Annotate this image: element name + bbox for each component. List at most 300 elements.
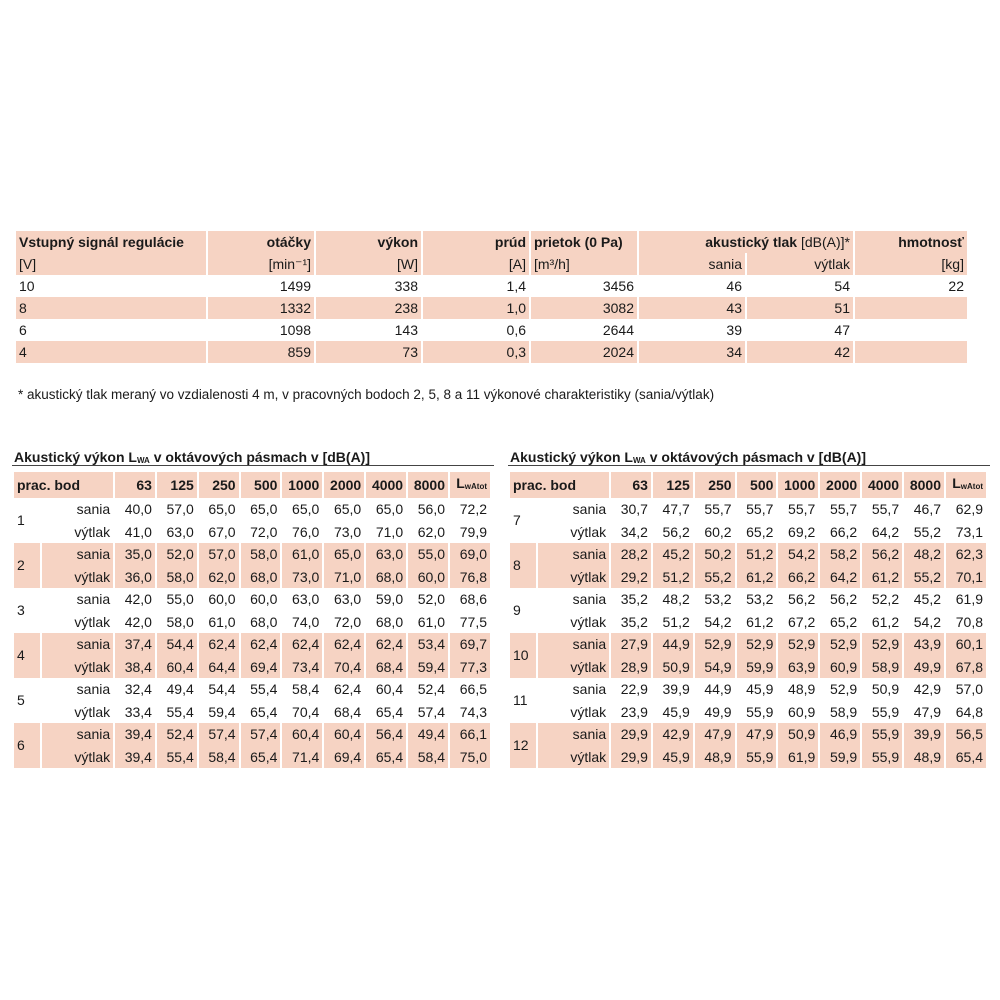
value-cell: 69,2 [788,524,816,540]
value-cell: 43,9 [904,633,944,656]
value-cell: 77,3 [450,656,490,678]
main-row-8v [16,297,967,319]
value-cell: 38,4 [115,656,155,678]
value-cell: 70,1 [946,566,986,588]
value-cell: 62,9 [955,501,983,517]
header-total: LwAtot [946,472,986,498]
value-cell: 66,1 [450,723,490,746]
value-cell: 57,0 [199,543,239,566]
value-cell: 60,4 [375,681,404,697]
row-label-vytlak: výtlak [538,566,609,588]
value-cell: 68,0 [375,614,404,630]
header-prac-bod: prac. bod [510,472,609,498]
value-cell: 50,9 [871,681,900,697]
value-cell: 63,9 [778,656,818,678]
main-row-6v [16,319,967,341]
value-cell: 55,2 [913,524,942,540]
cell-current: 1,4 [506,278,526,294]
value-cell: 68,4 [366,656,406,678]
value-cell: 68,6 [459,591,487,607]
octave-row-vytlak [14,701,490,723]
value-cell: 54,4 [157,633,197,656]
cell-flow: 3082 [531,297,637,319]
header-mass: hmotnosť [855,231,967,253]
octave-row-vytlak [510,701,986,723]
point-number: 3 [17,602,25,618]
row-label-vytlak: výtlak [538,746,609,768]
octave-row-sania [14,588,490,611]
main-row-4v [16,341,967,363]
header-band: 2000 [324,472,364,498]
value-cell: 41,0 [124,524,152,540]
value-cell: 52,9 [829,681,858,697]
value-cell: 64,2 [871,524,900,540]
cell-flow: 2024 [531,341,637,363]
value-cell: 62,3 [946,543,986,566]
value-cell: 22,9 [620,681,648,697]
cell-signal: 4 [16,341,206,363]
cell-flow: 3456 [602,278,634,294]
value-cell: 63,0 [166,524,194,540]
header-noise-unit: [dB(A)]* [800,234,850,250]
cell-flow: 2644 [602,322,634,338]
point-number: 9 [513,602,521,618]
value-cell: 55,9 [737,746,777,768]
cell-power: 238 [316,297,421,319]
value-cell: 57,0 [166,501,194,517]
value-cell: 57,4 [199,723,239,746]
value-cell: 52,2 [871,591,900,607]
value-cell: 56,2 [829,591,858,607]
unit-current: [A] [423,253,529,275]
value-cell: 73,0 [333,524,362,540]
value-cell: 50,9 [778,723,818,746]
header-total: LwAtot [450,472,490,498]
value-cell: 58,9 [862,656,902,678]
value-cell: 73,1 [955,524,983,540]
main-header-row [16,231,967,253]
value-cell: 65,0 [375,501,404,517]
value-cell: 55,7 [746,501,774,517]
value-cell: 49,9 [904,656,944,678]
value-cell: 59,0 [375,591,404,607]
main-units-row [16,253,967,275]
value-cell: 29,9 [611,723,651,746]
value-cell: 23,9 [620,704,648,720]
point-number: 7 [513,512,521,528]
value-cell: 62,4 [366,633,406,656]
value-cell: 55,7 [871,501,900,517]
value-cell: 54,2 [704,614,732,630]
cell-current: 0,3 [423,341,529,363]
value-cell: 69,4 [324,746,364,768]
value-cell: 57,4 [417,704,446,720]
header-band: 500 [241,472,281,498]
value-cell: 61,9 [778,746,818,768]
header-band: 2000 [820,472,860,498]
value-cell: 55,9 [862,746,902,768]
value-cell: 58,0 [241,543,281,566]
value-cell: 49,4 [408,723,448,746]
value-cell: 50,2 [695,543,735,566]
value-cell: 76,0 [292,524,320,540]
octave-table [508,472,988,768]
row-label-sania: sania [538,633,609,656]
header-power: výkon [316,231,421,253]
row-label-vytlak: výtlak [570,704,607,720]
value-cell: 55,4 [166,704,194,720]
unit-rpm: [min⁻¹] [208,253,314,275]
value-cell: 51,2 [662,614,690,630]
value-cell: 58,0 [157,566,197,588]
header-noise [639,231,853,253]
row-label-vytlak: výtlak [570,524,607,540]
value-cell: 65,4 [241,746,281,768]
value-cell: 47,9 [737,723,777,746]
value-cell: 32,4 [124,681,152,697]
value-cell: 53,4 [408,633,448,656]
value-cell: 64,2 [820,566,860,588]
value-cell: 44,9 [704,681,732,697]
point-number: 4 [14,633,40,678]
value-cell: 61,0 [417,614,446,630]
octave-row-sania [14,633,490,656]
value-cell: 71,0 [375,524,404,540]
value-cell: 66,5 [459,681,487,697]
value-cell: 55,4 [250,681,278,697]
value-cell: 42,0 [124,591,152,607]
value-cell: 63,0 [366,543,406,566]
value-cell: 54,9 [695,656,735,678]
value-cell: 59,9 [820,746,860,768]
value-cell: 56,2 [788,591,816,607]
octave-table-left [12,449,492,768]
cell-mass [855,319,967,341]
value-cell: 52,9 [695,633,735,656]
value-cell: 39,4 [115,746,155,768]
value-cell: 60,4 [157,656,197,678]
value-cell: 67,2 [788,614,816,630]
octave-title: Akustický výkon LWA v oktávových pásmach v [dB(A)] [508,449,990,466]
value-cell: 58,4 [408,746,448,768]
value-cell: 73,4 [282,656,322,678]
header-band: 250 [695,472,735,498]
value-cell: 52,9 [737,633,777,656]
value-cell: 54,2 [913,614,942,630]
octave-title-sub: WA [632,456,646,465]
value-cell: 47,9 [913,704,942,720]
octave-row-sania [510,588,986,611]
value-cell: 64,4 [199,656,239,678]
value-cell: 56,0 [417,501,446,517]
value-cell: 30,7 [620,501,648,517]
cell-current: 1,0 [423,297,529,319]
cell-rpm: 1098 [279,322,311,338]
value-cell: 58,4 [199,746,239,768]
header-band: 500 [737,472,777,498]
row-label-sania: sania [538,723,609,746]
cell-signal: 10 [19,278,35,294]
value-cell: 71,4 [282,746,322,768]
value-cell: 61,9 [955,591,983,607]
value-cell: 37,4 [115,633,155,656]
cell-power: 143 [394,322,418,338]
value-cell: 77,5 [459,614,487,630]
value-cell: 56,5 [946,723,986,746]
header-band: 4000 [366,472,406,498]
value-cell: 66,2 [778,566,818,588]
value-cell: 70,8 [955,614,983,630]
value-cell: 65,0 [324,543,364,566]
octave-row-sania [510,678,986,701]
cell-sania: 43 [639,297,745,319]
value-cell: 45,9 [653,746,693,768]
cell-mass: 22 [948,278,964,294]
value-cell: 53,2 [746,591,774,607]
value-cell: 57,4 [241,723,281,746]
value-cell: 48,9 [788,681,816,697]
octave-row-vytlak [14,566,490,588]
cell-rpm: 1332 [208,297,314,319]
octave-row-sania [14,723,490,746]
octave-title-sub: WA [136,456,150,465]
value-cell: 55,9 [871,704,900,720]
value-cell: 52,4 [417,681,446,697]
row-label-sania: sania [76,681,111,697]
value-cell: 72,2 [459,501,487,517]
point-number: 11 [513,692,528,708]
octave-row-sania [510,723,986,746]
octave-row-sania [14,678,490,701]
value-cell: 55,7 [788,501,816,517]
unit-vytlak: výtlak [747,253,853,275]
value-cell: 54,2 [778,543,818,566]
value-cell: 52,4 [157,723,197,746]
point-number: 6 [14,723,40,768]
unit-signal: [V] [16,253,206,275]
value-cell: 68,4 [333,704,362,720]
value-cell: 42,9 [653,723,693,746]
value-cell: 55,0 [166,591,194,607]
value-cell: 65,4 [366,746,406,768]
unit-mass: [kg] [855,253,967,275]
value-cell: 55,7 [829,501,858,517]
cell-rpm: 1499 [279,278,311,294]
value-cell: 42,9 [913,681,942,697]
value-cell: 29,2 [611,566,651,588]
header-band: 250 [199,472,239,498]
value-cell: 39,9 [662,681,690,697]
octave-row-vytlak [14,746,490,768]
header-band: 1000 [778,472,818,498]
octave-row-vytlak [14,611,490,633]
point-number: 10 [510,633,536,678]
value-cell: 55,4 [157,746,197,768]
row-label-vytlak: výtlak [74,704,111,720]
value-cell: 53,2 [704,591,732,607]
value-cell: 47,9 [695,723,735,746]
value-cell: 61,2 [737,566,777,588]
octave-row-vytlak [510,566,986,588]
cell-current: 0,6 [506,322,526,338]
value-cell: 55,9 [746,704,774,720]
header-band: 125 [653,472,693,498]
row-label-vytlak: výtlak [570,614,607,630]
value-cell: 55,7 [704,501,732,517]
value-cell: 29,9 [611,746,651,768]
value-cell: 62,4 [282,633,322,656]
value-cell: 71,0 [324,566,364,588]
cell-power: 73 [316,341,421,363]
unit-flow: [m³/h] [531,253,637,275]
value-cell: 73,0 [282,566,322,588]
value-cell: 62,0 [417,524,446,540]
value-cell: 60,0 [250,591,278,607]
value-cell: 67,0 [208,524,236,540]
cell-rpm: 859 [208,341,314,363]
value-cell: 60,0 [408,566,448,588]
unit-sania: sania [639,253,745,275]
header-band: 63 [611,472,651,498]
value-cell: 45,2 [913,591,942,607]
point-number: 8 [510,543,536,588]
value-cell: 55,9 [862,723,902,746]
value-cell: 61,2 [871,614,900,630]
value-cell: 52,0 [157,543,197,566]
value-cell: 48,9 [904,746,944,768]
row-label-vytlak: výtlak [74,614,111,630]
value-cell: 62,4 [324,633,364,656]
value-cell: 27,9 [611,633,651,656]
octave-row-sania [14,498,490,521]
value-cell: 63,0 [333,591,362,607]
row-label-sania: sania [76,501,111,517]
octave-header [510,472,986,498]
value-cell: 67,8 [946,656,986,678]
value-cell: 54,4 [208,681,236,697]
value-cell: 33,4 [124,704,152,720]
octave-row-vytlak [510,521,986,543]
value-cell: 55,2 [695,566,735,588]
value-cell: 45,9 [746,681,774,697]
header-band: 8000 [904,472,944,498]
value-cell: 59,4 [408,656,448,678]
octave-table-right [508,449,988,768]
row-label-sania: sania [572,591,607,607]
value-cell: 49,4 [166,681,194,697]
octave-row-vytlak [510,656,986,678]
row-label-vytlak: výtlak [42,566,113,588]
row-label-vytlak: výtlak [538,656,609,678]
row-label-sania: sania [538,543,609,566]
octave-table [12,472,492,768]
cell-vytlak: 54 [834,278,850,294]
value-cell: 65,4 [250,704,278,720]
octave-header-row [510,472,986,498]
header-current: prúd [423,231,529,253]
point-number: 5 [17,692,25,708]
header-prac-bod: prac. bod [14,472,113,498]
value-cell: 55,2 [904,566,944,588]
value-cell: 35,2 [620,591,648,607]
row-label-vytlak: výtlak [42,746,113,768]
header-band: 4000 [862,472,902,498]
value-cell: 58,0 [166,614,194,630]
value-cell: 55,0 [408,543,448,566]
value-cell: 51,2 [653,566,693,588]
cell-signal: 6 [19,322,27,338]
octave-row-sania [510,543,986,566]
value-cell: 62,0 [199,566,239,588]
octave-row-vytlak [14,521,490,543]
value-cell: 61,2 [746,614,774,630]
value-cell: 65,4 [946,746,986,768]
value-cell: 48,2 [904,543,944,566]
value-cell: 28,2 [611,543,651,566]
value-cell: 58,4 [292,681,320,697]
value-cell: 69,4 [241,656,281,678]
value-cell: 52,0 [417,591,446,607]
value-cell: 65,2 [829,614,858,630]
value-cell: 62,4 [333,681,362,697]
row-label-sania: sania [42,723,113,746]
value-cell: 58,2 [820,543,860,566]
value-cell: 49,9 [704,704,732,720]
row-label-vytlak: výtlak [74,524,111,540]
value-cell: 69,7 [450,633,490,656]
value-cell: 35,2 [620,614,648,630]
value-cell: 45,9 [662,704,690,720]
value-cell: 52,9 [778,633,818,656]
row-label-sania: sania [42,633,113,656]
header-signal: Vstupný signál regulácie [16,231,206,253]
value-cell: 52,9 [820,633,860,656]
header-flow: prietok (0 Pa) [531,231,637,253]
value-cell: 75,0 [450,746,490,768]
value-cell: 74,3 [459,704,487,720]
value-cell: 59,4 [208,704,236,720]
value-cell: 69,0 [450,543,490,566]
value-cell: 40,0 [124,501,152,517]
value-cell: 60,4 [282,723,322,746]
value-cell: 61,0 [208,614,236,630]
value-cell: 56,2 [862,543,902,566]
header-band: 1000 [282,472,322,498]
octave-title: Akustický výkon LWA v oktávových pásmach v [dB(A)] [12,449,494,466]
unit-power: [W] [316,253,421,275]
header-band: 8000 [408,472,448,498]
main-row-10v [16,275,967,297]
cell-power: 338 [394,278,418,294]
value-cell: 34,2 [620,524,648,540]
value-cell: 58,9 [829,704,858,720]
main-spec-table [14,231,969,363]
header-band: 125 [157,472,197,498]
value-cell: 60,9 [820,656,860,678]
cell-vytlak: 42 [747,341,853,363]
value-cell: 79,9 [459,524,487,540]
value-cell: 59,9 [737,656,777,678]
row-label-sania: sania [42,543,113,566]
value-cell: 51,2 [737,543,777,566]
value-cell: 68,0 [366,566,406,588]
value-cell: 65,0 [208,501,236,517]
value-cell: 42,0 [124,614,152,630]
cell-vytlak: 51 [747,297,853,319]
row-label-sania: sania [572,681,607,697]
cell-mass [855,341,967,363]
value-cell: 62,4 [241,633,281,656]
